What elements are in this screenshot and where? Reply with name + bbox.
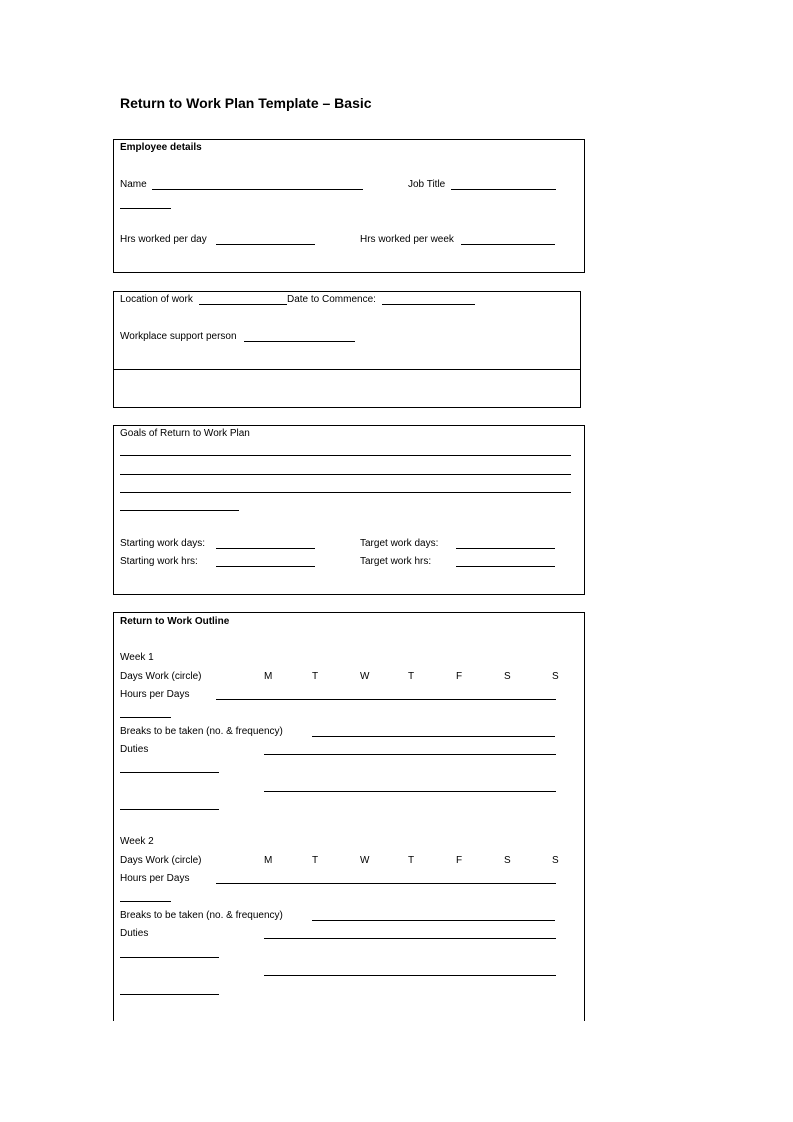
location-label: Location of work	[120, 294, 193, 305]
job-title-field-continued[interactable]	[120, 208, 171, 209]
location-section	[113, 291, 581, 408]
day-thursday[interactable]: T	[408, 671, 415, 682]
target-hrs-label: Target work hrs:	[360, 556, 432, 567]
hrs-per-week-label: Hrs worked per week	[360, 234, 454, 245]
day-saturday[interactable]: S	[504, 671, 511, 682]
hours-per-day-label: Hours per Days	[120, 689, 190, 700]
duties-field-1[interactable]	[264, 938, 556, 939]
support-person-field[interactable]	[244, 341, 355, 342]
duties-field-2[interactable]	[120, 772, 219, 773]
starting-hrs-label: Starting work hrs:	[120, 556, 198, 567]
target-days-field[interactable]	[456, 548, 555, 549]
duties-label: Duties	[120, 928, 149, 939]
hours-per-day-field-continued[interactable]	[120, 901, 171, 902]
location-field[interactable]	[199, 304, 287, 305]
week-label: Week 2	[120, 836, 154, 847]
day-saturday[interactable]: S	[504, 855, 511, 866]
day-tuesday[interactable]: T	[312, 855, 319, 866]
employee-details-heading: Employee details	[120, 142, 202, 153]
starting-hrs-field[interactable]	[216, 566, 315, 567]
duties-field-3[interactable]	[264, 791, 556, 792]
day-thursday[interactable]: T	[408, 855, 415, 866]
duties-field-1[interactable]	[264, 754, 556, 755]
hrs-per-week-field[interactable]	[461, 244, 555, 245]
target-hrs-field[interactable]	[456, 566, 555, 567]
day-monday[interactable]: M	[264, 671, 273, 682]
day-friday[interactable]: F	[456, 671, 463, 682]
breaks-label: Breaks to be taken (no. & frequency)	[120, 726, 283, 737]
goals-heading: Goals of Return to Work Plan	[120, 428, 250, 439]
location-section-divider	[113, 369, 581, 370]
date-commence-label: Date to Commence:	[287, 294, 376, 305]
outline-heading: Return to Work Outline	[120, 616, 230, 627]
breaks-field[interactable]	[312, 920, 555, 921]
duties-field-2[interactable]	[120, 957, 219, 958]
day-monday[interactable]: M	[264, 855, 273, 866]
hours-per-day-field-continued[interactable]	[120, 717, 171, 718]
duties-field-4[interactable]	[120, 809, 219, 810]
hours-per-day-field[interactable]	[216, 883, 556, 884]
week-label: Week 1	[120, 652, 154, 663]
days-work-label: Days Work (circle)	[120, 671, 202, 682]
starting-days-field[interactable]	[216, 548, 315, 549]
breaks-field[interactable]	[312, 736, 555, 737]
employee-details-section	[113, 139, 585, 273]
duties-field-3[interactable]	[264, 975, 556, 976]
duties-label: Duties	[120, 744, 149, 755]
hrs-per-day-label: Hrs worked per day	[120, 234, 207, 245]
day-friday[interactable]: F	[456, 855, 463, 866]
hours-per-day-field[interactable]	[216, 699, 556, 700]
day-sunday[interactable]: S	[552, 855, 559, 866]
goals-line-1[interactable]	[120, 455, 571, 456]
breaks-label: Breaks to be taken (no. & frequency)	[120, 910, 283, 921]
day-wednesday[interactable]: W	[360, 855, 370, 866]
duties-field-4[interactable]	[120, 994, 219, 995]
name-label: Name	[120, 179, 147, 190]
goals-line-3[interactable]	[120, 492, 571, 493]
document-title: Return to Work Plan Template – Basic	[120, 95, 372, 111]
goals-line-2[interactable]	[120, 474, 571, 475]
day-tuesday[interactable]: T	[312, 671, 319, 682]
day-wednesday[interactable]: W	[360, 671, 370, 682]
name-field[interactable]	[152, 189, 363, 190]
hours-per-day-label: Hours per Days	[120, 873, 190, 884]
date-commence-field[interactable]	[382, 304, 475, 305]
support-person-label: Workplace support person	[120, 331, 237, 342]
starting-days-label: Starting work days:	[120, 538, 206, 549]
goals-line-4[interactable]	[120, 510, 239, 511]
days-work-label: Days Work (circle)	[120, 855, 202, 866]
job-title-label: Job Title	[408, 179, 446, 190]
target-days-label: Target work days:	[360, 538, 439, 549]
day-sunday[interactable]: S	[552, 671, 559, 682]
job-title-field[interactable]	[451, 189, 556, 190]
hrs-per-day-field[interactable]	[216, 244, 315, 245]
